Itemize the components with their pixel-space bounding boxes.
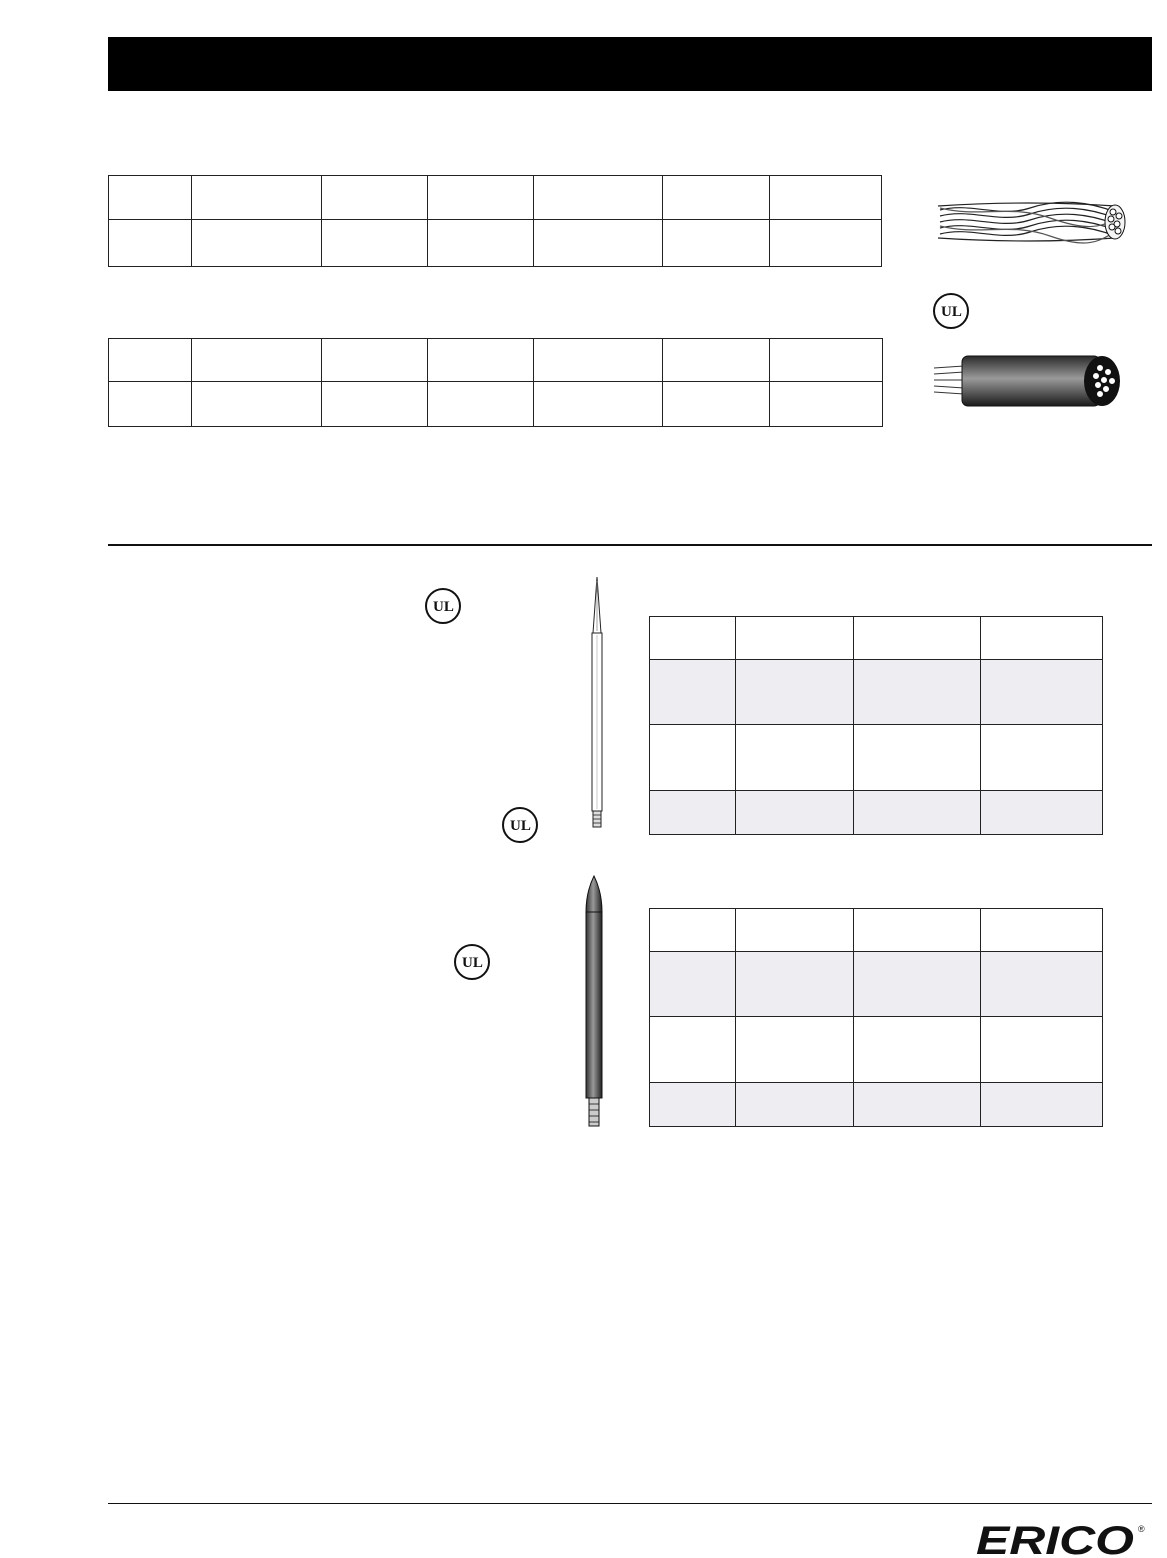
cable-insulated-spec-table [108,338,883,427]
ul-listed-icon [502,807,538,843]
table-header-row [109,339,883,382]
pointed-rod-illustration [585,575,609,831]
footer-divider [108,1503,1152,1504]
table-header-row [650,909,1103,952]
table-row [109,382,883,427]
table-row [650,1083,1103,1127]
svg-text:UL: UL [510,818,531,834]
header-bar [108,37,1152,91]
ul-listed-icon [933,293,969,329]
svg-text:UL: UL [941,304,962,320]
ul-listed-icon [425,588,461,624]
table-row [650,791,1103,835]
svg-text:UL: UL [462,955,483,971]
rod-plain-spec-table [649,616,1103,835]
table-header-row [109,176,882,220]
svg-text:ERICO: ERICO [976,1519,1134,1558]
brand-logo [976,1518,1148,1558]
svg-text:®: ® [1138,1524,1145,1534]
svg-text:UL: UL [433,599,454,615]
table-row [650,660,1103,725]
stranded-cable-illustration [930,196,1130,248]
tapered-rod-illustration [580,872,608,1130]
insulated-cable-illustration [930,350,1130,410]
cable-bare-spec-table [108,175,882,267]
table-row [650,1017,1103,1083]
rod-coated-spec-table [649,908,1103,1127]
table-header-row [650,617,1103,660]
table-row [650,725,1103,791]
section-divider [108,544,1152,546]
table-row [650,952,1103,1017]
ul-listed-icon [454,944,490,980]
table-row [109,220,882,267]
